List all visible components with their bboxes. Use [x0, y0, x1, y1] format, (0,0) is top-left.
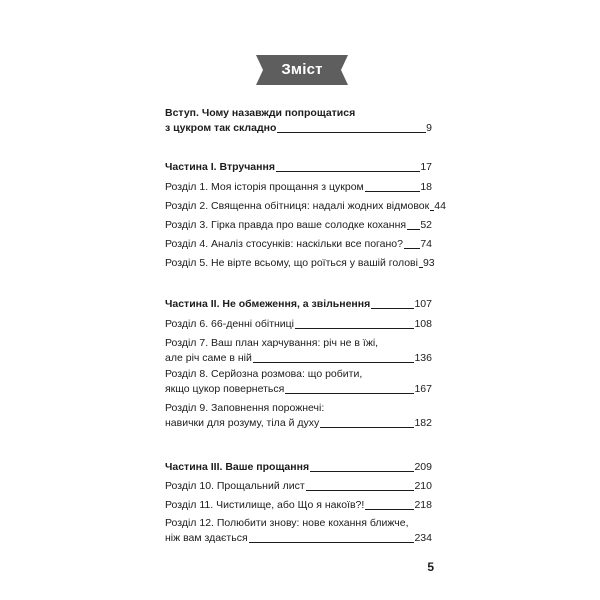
dot-leader [249, 542, 415, 543]
toc-chapter-title-cont: якщо цукор повернеться [165, 383, 285, 395]
toc-chapter-10[interactable] [165, 479, 432, 494]
toc-chapter-page: 52 [420, 219, 432, 231]
toc-part-page: 17 [420, 161, 432, 173]
toc-chapter-3[interactable] [165, 218, 432, 233]
dot-leader [365, 191, 421, 192]
toc-chapter-title: Розділ 1. Моя історія прощання з цукром [165, 181, 364, 193]
toc-part-3[interactable] [165, 460, 432, 475]
toc-chapter-page: 18 [420, 181, 432, 193]
toc-part-page: 107 [414, 298, 432, 310]
toc-entry-intro[interactable] [165, 106, 432, 136]
toc-chapter-1[interactable] [165, 180, 432, 195]
dot-leader [285, 393, 414, 394]
toc-chapter-title: Розділ 4. Аналіз стосунків: наскільки все погано? [165, 238, 403, 250]
toc-chapter-page: 44 [434, 200, 446, 212]
toc-chapter-title: Розділ 7. Ваш план харчування: річ не в їжі, [165, 337, 379, 349]
contents-banner [256, 55, 348, 85]
toc-part-1[interactable] [165, 160, 432, 175]
toc-chapter-title: Розділ 10. Прощальний лист [165, 480, 305, 492]
toc-chapter-8[interactable] [165, 367, 432, 397]
dot-leader [295, 328, 414, 329]
toc-chapter-title-cont: ніж вам здається [165, 532, 248, 544]
toc-part-title: Частина II. Не обмеження, а звільнення [165, 298, 371, 310]
toc-chapter-page: 108 [414, 318, 432, 330]
toc-chapter-6[interactable] [165, 317, 432, 332]
toc-chapter-title: Розділ 12. Полюбити знову: нове кохання ближче, [165, 517, 409, 529]
toc-chapter-page: 74 [420, 238, 432, 250]
dot-leader [310, 471, 414, 472]
toc-chapter-title: Розділ 8. Серйозна розмова: що робити, [165, 368, 363, 380]
toc-chapter-title: Розділ 6. 66-денні обітниці [165, 318, 295, 330]
toc-entry-title: Вступ. Чому назавжди попрощатися [165, 107, 356, 119]
toc-chapter-page: 234 [414, 532, 432, 544]
toc-chapter-page: 93 [422, 257, 435, 269]
toc-chapter-title: Розділ 11. Чистилище, або Що я накоїв?! [165, 499, 365, 511]
dot-leader [365, 509, 414, 510]
dot-leader [371, 308, 414, 309]
toc-chapter-7[interactable] [165, 336, 432, 366]
dot-leader [253, 362, 415, 363]
toc-chapter-page: 167 [414, 383, 432, 395]
toc-chapter-title-cont: але річ саме в ній [165, 352, 252, 364]
toc-chapter-title: Розділ 3. Гірка правда про ваше солодке кохання [165, 219, 407, 231]
page-number: 5 [427, 560, 434, 574]
toc-part-title: Частина III. Ваше прощання [165, 461, 310, 473]
dot-leader [276, 171, 420, 172]
toc-chapter-title: Розділ 9. Заповнення порожнечі: [165, 402, 325, 414]
dot-leader [277, 132, 426, 133]
toc-chapter-page: 210 [414, 480, 432, 492]
toc-entry-title-cont: з цукром так складно [165, 122, 277, 134]
dot-leader [407, 229, 420, 230]
dot-leader [320, 427, 414, 428]
toc-entry-page: 9 [426, 122, 432, 134]
contents-heading: Зміст [281, 61, 323, 78]
toc-chapter-9[interactable] [165, 401, 432, 431]
toc-chapter-11[interactable] [165, 498, 432, 513]
toc-chapter-4[interactable] [165, 237, 432, 252]
toc-chapter-title-cont: навички для розуму, тіла й духу [165, 417, 320, 429]
toc-chapter-title: Розділ 2. Священна обітниця: надалі жодних відмовок [165, 200, 430, 212]
toc-chapter-12[interactable] [165, 516, 432, 546]
toc-chapter-page: 218 [414, 499, 432, 511]
toc-chapter-page: 182 [414, 417, 432, 429]
dot-leader [404, 248, 420, 249]
toc-chapter-5[interactable] [165, 256, 435, 271]
toc-part-title: Частина I. Втручання [165, 161, 275, 173]
toc-chapter-page: 136 [414, 352, 432, 364]
toc-chapter-2[interactable] [165, 199, 446, 214]
toc-chapter-title: Розділ 5. Не вірте всьому, що роїться у вашій голові [165, 257, 418, 269]
dot-leader [306, 490, 415, 491]
toc-part-page: 209 [414, 461, 432, 473]
toc-part-2[interactable] [165, 297, 432, 312]
